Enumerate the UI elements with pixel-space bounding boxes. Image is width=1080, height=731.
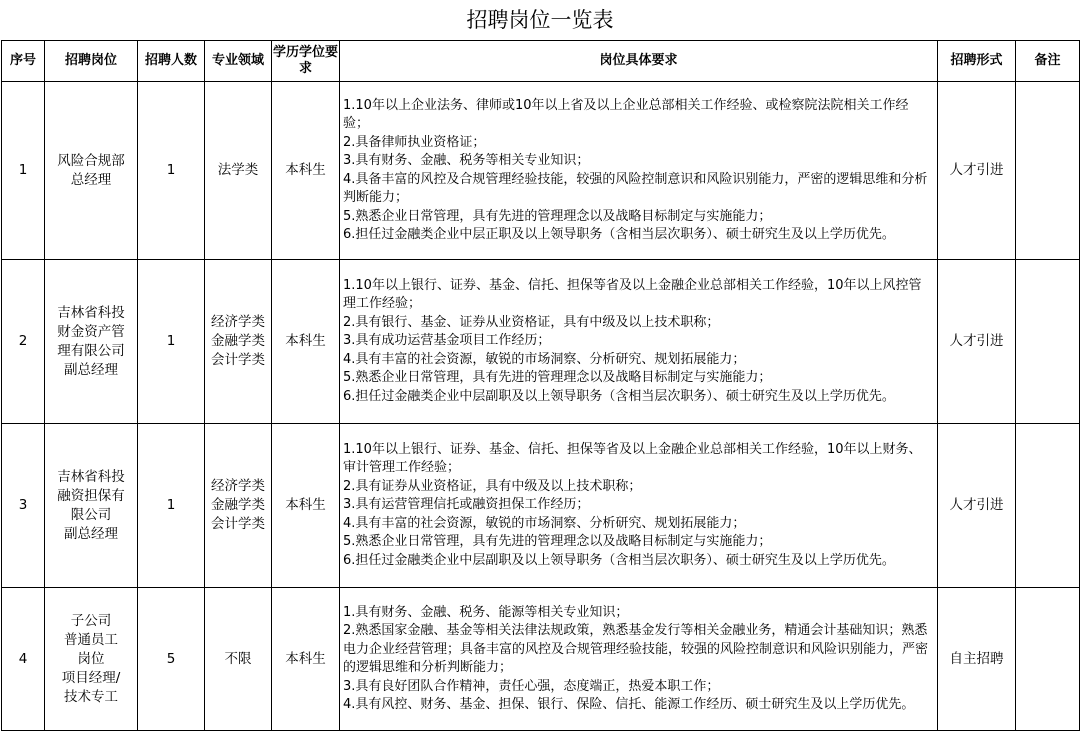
major-line: 经济学类 [211, 478, 265, 494]
requirement-item: 2.具有证券从业资格证，具有中级及以上技术职称； [343, 478, 642, 494]
cell-form: 人才引进 [938, 260, 1016, 424]
requirement-item: 4.具有风控、财务、基金、担保、银行、保险、信托、能源工作经历、硕士研究生及以上学历优先。 [343, 697, 915, 712]
requirement-item: 6.担任过金融类企业中层副职及以上领导职务（含相当层次职务）、硕士研究生及以上学历优先。 [343, 552, 895, 568]
cell-position [45, 424, 138, 588]
requirement-item: 1.10年以上银行、证券、基金、信托、担保等省及以上金融企业总部相关工作经验，10年以上风控管理工作经验； [343, 277, 922, 312]
header-position: 招聘岗位 [45, 41, 138, 82]
positions-table [1, 40, 1080, 731]
cell-requirements [340, 82, 938, 260]
cell-seq: 4 [2, 588, 45, 731]
major-line: 金融学类 [211, 333, 265, 349]
requirement-item: 1.10年以上企业法务、律师或10年以上省及以上企业总部相关工作经验、或检察院法院相关工作经验； [343, 97, 909, 131]
cell-position [45, 588, 138, 731]
cell-requirements [340, 424, 938, 588]
major-line: 经济学类 [211, 314, 265, 330]
cell-count: 1 [138, 82, 205, 260]
requirement-item: 4.具有丰富的社会资源，敏锐的市场洞察、分析研究、规划拓展能力； [343, 351, 746, 367]
cell-major [205, 424, 272, 588]
cell-degree: 本科生 [272, 82, 340, 260]
position-line: 普通员工 [64, 631, 118, 648]
major-line: 法学类 [217, 162, 259, 178]
requirement-item: 3.具有运营管理信托或融资担保工作经历； [343, 497, 590, 513]
table-row [2, 82, 1080, 260]
position-line: 限公司 [70, 506, 112, 523]
position-line: 技术专工 [64, 688, 118, 705]
requirement-item: 2.具备律师执业资格证； [343, 134, 486, 150]
cell-degree: 本科生 [272, 260, 340, 424]
cell-note [1016, 588, 1080, 731]
requirement-item: 6.担任过金融类企业中层正职及以上领导职务（含相当层次职务）、硕士研究生及以上学历优先。 [343, 227, 895, 242]
position-line: 吉林省科投 [57, 304, 125, 321]
position-line: 融资担保有 [57, 487, 125, 504]
cell-note [1016, 82, 1080, 260]
header-form: 招聘形式 [938, 41, 1016, 82]
position-line: 理有限公司 [57, 342, 125, 359]
cell-degree: 本科生 [272, 588, 340, 731]
requirement-item: 3.具有良好团队合作精神，责任心强，态度端正，热爱本职工作； [343, 678, 720, 694]
cell-seq: 2 [2, 260, 45, 424]
position-line: 风险合规部 [57, 152, 125, 169]
table-row [2, 424, 1080, 588]
cell-form: 人才引进 [938, 424, 1016, 588]
header-row [2, 41, 1080, 82]
position-line: 副总经理 [64, 525, 118, 542]
header-count: 招聘人数 [138, 41, 205, 82]
requirement-item: 5.熟悉企业日常管理，具有先进的管理理念以及战略目标制定与实施能力； [343, 534, 772, 550]
table-row [2, 588, 1080, 731]
requirement-item: 3.具有财务、金融、税务等相关专业知识； [343, 153, 590, 168]
position-line: 财金资产管 [57, 323, 125, 340]
requirement-item: 5.熟悉企业日常管理，具有先进的管理理念以及战略目标制定与实施能力； [343, 370, 772, 386]
table-title: 招聘岗位一览表 [466, 8, 614, 32]
cell-note [1016, 424, 1080, 588]
cell-seq: 1 [2, 82, 45, 260]
header-degree: 学历学位要求 [272, 41, 340, 82]
cell-degree: 本科生 [272, 424, 340, 588]
major-line: 不限 [224, 650, 252, 667]
requirement-item: 4.具有丰富的社会资源，敏锐的市场洞察、分析研究、规划拓展能力； [343, 515, 746, 531]
cell-seq: 3 [2, 424, 45, 588]
cell-count: 1 [138, 424, 205, 588]
header-requirements: 岗位具体要求 [340, 41, 938, 82]
requirement-item: 3.具有成功运营基金项目工作经历； [343, 333, 551, 349]
requirement-item: 5.熟悉企业日常管理，具有先进的管理理念以及战略目标制定与实施能力； [343, 208, 772, 224]
cell-count: 5 [138, 588, 205, 731]
requirement-item: 2.具有银行、基金、证券从业资格证，具有中级及以上技术职称； [343, 314, 720, 330]
cell-note [1016, 260, 1080, 424]
requirement-item: 2.熟悉国家金融、基金等相关法律法规政策，熟悉基金发行等相关金融业务，精通会计基础知识；熟悉电力企业经营管理；具备丰富的风控及合规管理经验技能，较强的风险控制意识和风险识别能力，严密的逻辑思维和分析判断能力； [343, 623, 929, 675]
position-line: 子公司 [70, 612, 112, 629]
cell-requirements [340, 588, 938, 731]
major-line: 会计学类 [211, 352, 265, 368]
table-body [2, 82, 1080, 731]
position-line: 岗位 [77, 650, 105, 667]
requirement-item: 6.担任过金融类企业中层副职及以上领导职务（含相当层次职务）、硕士研究生及以上学历优先。 [343, 388, 895, 404]
major-line: 会计学类 [211, 516, 265, 532]
cell-major [205, 588, 272, 731]
requirement-item: 1.10年以上银行、证券、基金、信托、担保等省及以上金融企业总部相关工作经验，10年以上财务、审计管理工作经验； [343, 441, 922, 476]
cell-requirements [340, 260, 938, 424]
cell-form: 人才引进 [938, 82, 1016, 260]
position-line: 副总经理 [64, 361, 118, 378]
requirement-item: 1.具有财务、金融、税务、能源等相关专业知识； [343, 604, 629, 620]
position-line: 总经理 [70, 171, 112, 188]
header-note: 备注 [1016, 41, 1080, 82]
header-major: 专业领域 [205, 41, 272, 82]
header-seq: 序号 [2, 41, 45, 82]
position-line: 项目经理/ [61, 669, 121, 686]
cell-major [205, 82, 272, 260]
cell-position [45, 82, 138, 260]
cell-major [205, 260, 272, 424]
table-row [2, 260, 1080, 424]
cell-form: 自主招聘 [938, 588, 1016, 731]
requirement-item: 4.具备丰富的风控及合规管理经验技能，较强的风险控制意识和风险识别能力，严密的逻辑思维和分析判断能力； [343, 171, 928, 205]
cell-position [45, 260, 138, 424]
position-line: 吉林省科投 [57, 468, 125, 485]
major-line: 金融学类 [211, 497, 265, 513]
cell-count: 1 [138, 260, 205, 424]
